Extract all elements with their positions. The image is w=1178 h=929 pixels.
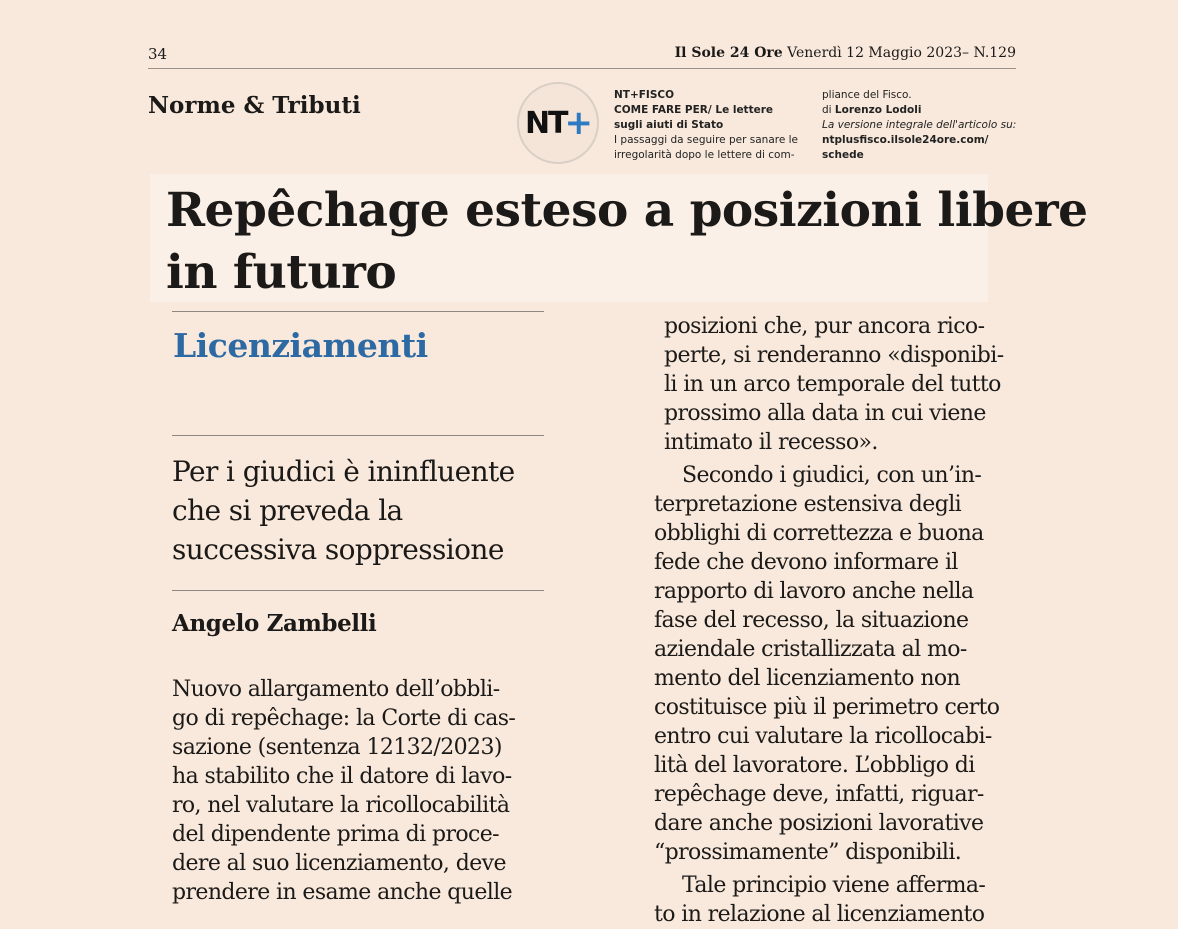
promo-col2-line1: pliance del Fisco.	[822, 89, 912, 101]
body-line: dare anche posizioni lavorative	[654, 811, 984, 836]
body-line: lità del lavoratore. L’obbligo di	[654, 753, 975, 778]
promo-author-prefix: di	[822, 104, 835, 116]
body-line: repêchage deve, infatti, riguar-	[654, 782, 984, 807]
body-line: mento del licenziamento non	[654, 666, 961, 691]
subtitle-line: che si preveda la	[172, 494, 403, 527]
article-body-left-column	[172, 675, 544, 907]
promo-brand: NT+FISCO	[614, 89, 675, 101]
body-line: li in un arco temporale del tutto	[664, 372, 1001, 397]
headline-line-1: Repêchage esteso a posizioni libere	[166, 183, 1088, 238]
body-line: ha stabilito che il datore di lavo-	[172, 764, 512, 789]
promo-label: COME FARE PER/	[614, 104, 712, 116]
masthead-name: Il Sole 24 Ore	[674, 45, 783, 61]
body-line: prendere in esame anche quelle	[172, 880, 513, 905]
body-line: aziendale cristallizzata al mo-	[654, 637, 967, 662]
body-line: obblighi di correttezza e buona	[654, 521, 984, 546]
divider	[172, 435, 544, 436]
page-number: 34	[148, 45, 168, 63]
body-line: “prossimamente” disponibili.	[654, 840, 962, 865]
nt-logo-text: NT	[524, 105, 567, 141]
body-line: dere al suo licenziamento, deve	[172, 851, 506, 876]
body-line: go di repêchage: la Corte di cas-	[172, 706, 516, 731]
body-line: prossimo alla data in cui viene	[664, 401, 986, 426]
body-line: posizioni che, pur ancora rico-	[664, 314, 985, 339]
promo-url-link[interactable]: ntplusfisco.ilsole24ore.com/	[822, 134, 989, 146]
divider	[172, 311, 544, 312]
promo-desc-line1: I passaggi da seguire per sanare le	[614, 134, 799, 146]
body-line: Nuovo allargamento dell’obbli-	[172, 677, 500, 702]
subtitle-line: successiva soppressione	[172, 533, 504, 566]
body-line: terpretazione estensiva degli	[654, 492, 962, 517]
divider	[172, 590, 544, 591]
body-line: Secondo i giudici, con un’in-	[682, 463, 982, 488]
body-line: costituisce più il perimetro certo	[654, 695, 1000, 720]
body-line: entro cui valutare la ricollocabi-	[654, 724, 992, 749]
body-line: sazione (sentenza 12132/2023)	[172, 735, 502, 760]
promo-author: Lorenzo Lodoli	[834, 104, 922, 116]
plus-icon: +	[564, 103, 592, 143]
promo-url-link-cont[interactable]: schede	[822, 149, 864, 161]
body-line: del dipendente prima di proce-	[172, 822, 499, 847]
masthead	[675, 45, 1016, 61]
promo-label-line2: sugli aiuti di Stato	[614, 119, 724, 131]
masthead-date: Venerdì 12 Maggio 2023– N.129	[782, 45, 1016, 61]
header-rule	[148, 68, 1016, 69]
promo-label-rest: Le lettere	[711, 104, 774, 116]
article-subtitle	[172, 452, 544, 569]
headline-line-2: in futuro	[166, 245, 397, 300]
promo-box-column-2	[822, 88, 1018, 163]
body-line: to in relazione al licenziamento	[654, 902, 985, 927]
article-headline	[166, 180, 1088, 304]
section-title: Norme & Tributi	[148, 92, 361, 119]
body-line: fase del recesso, la situazione	[654, 608, 969, 633]
promo-desc-line2: irregolarità dopo le lettere di com-	[614, 149, 795, 161]
promo-italic-note: La versione integrale dell'articolo su:	[822, 119, 1017, 131]
body-line: rapporto di lavoro anche nella	[654, 579, 974, 604]
promo-box-column-1	[614, 88, 799, 163]
nt-plus-logo[interactable]	[517, 82, 599, 164]
article-kicker: Licenziamenti	[173, 326, 428, 365]
article-author: Angelo Zambelli	[172, 610, 377, 637]
subtitle-line: Per i giudici è ininfluente	[172, 455, 515, 488]
body-line: fede che devono informare il	[654, 550, 958, 575]
body-line: perte, si renderanno «disponibi-	[664, 343, 1004, 368]
body-line: ro, nel valutare la ricollocabilità	[172, 793, 510, 818]
body-line: Tale principio viene afferma-	[682, 873, 986, 898]
article-body-right-column	[654, 312, 1010, 929]
body-line: intimato il recesso».	[664, 430, 878, 455]
